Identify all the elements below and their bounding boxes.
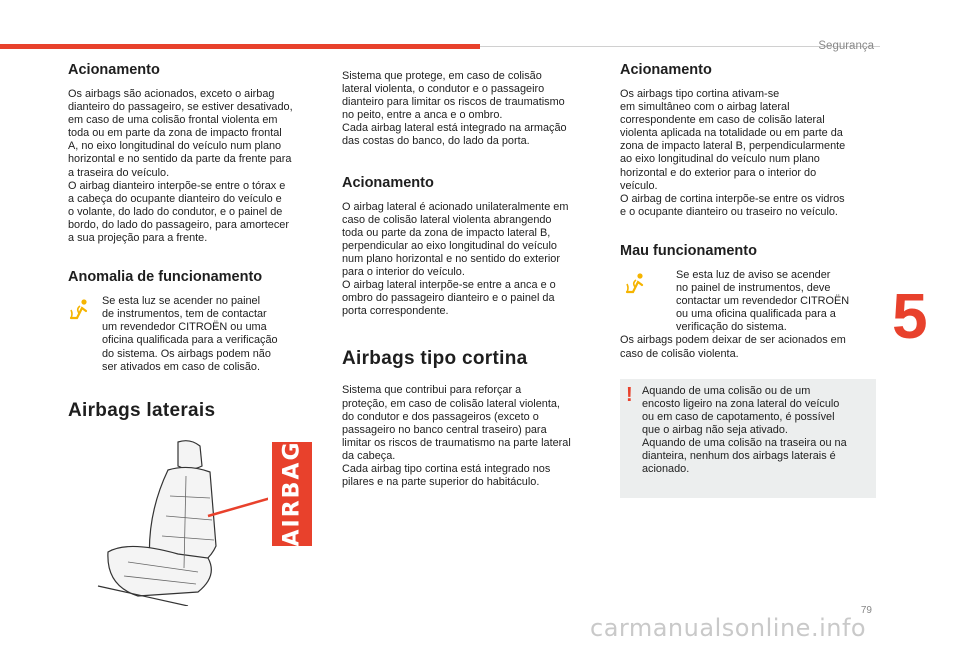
text-acionamento-cortina: Os airbags tipo cortina ativam-se em simultâneo com o airbag lateral correspondente em caso de colisão lateral violenta aplicada na totalidade ou em parte da zona de impacto lateral B, perpendicularmente ao eixo longitudinal do veículo num plano horizontal e do exterior para o interior do veículo. O airbag de cortina interpõe-se entre os vidros e o ocupante dianteiro ou traseiro no veículo.	[620, 88, 846, 218]
exclamation-icon: !	[626, 383, 633, 406]
heading-airbags-cortina: Airbags tipo cortina	[342, 348, 528, 370]
airbag-warning-light-icon	[624, 271, 648, 295]
seat-illustration	[68, 436, 324, 606]
airbag-tag: AIRBAG	[272, 442, 312, 546]
warning-anomalia	[68, 295, 324, 374]
column-1	[68, 62, 324, 606]
text-acionamento-lateral: O airbag lateral é acionado unilateralmente em caso de colisão lateral violenta abrangendo toda ou parte da zona de impacto lateral B, perpendicular ao eixo longitudinal do veículo num plano horizontal e no sentido do exterior para o interior do veículo. O airbag lateral interpõe-se entre a anca e o ombro do passageiro dianteiro e o painel da porta correspondente.	[342, 200, 569, 318]
chapter-number: 5	[892, 280, 928, 352]
watermark: carmanualsonline.info	[590, 614, 867, 642]
text-acionamento: Os airbags são acionados, exceto o airbag dianteiro do passageiro, se estiver desativado, em caso de uma colisão frontal violenta em toda ou em parte da zona de impacto frontal A, no eixo longitudinal do veículo num plano horizontal e no sentido da parte da frente para a traseira do veículo. O airbag dianteiro interpõe-se entre o tórax e a cabeça do ocupante dianteiro do veículo e o volante, do lado do condutor, e o painel de bordo, do lado do passageiro, para amortecer a sua projeção para a frente.	[68, 88, 293, 245]
heading-mau-funcionamento: Mau funcionamento	[620, 242, 757, 259]
heading-acionamento-lateral: Acionamento	[342, 174, 434, 191]
airbag-warning-light-icon	[68, 297, 92, 321]
warning-mau	[620, 269, 876, 334]
heading-acionamento-cortina: Acionamento	[620, 62, 712, 78]
text-laterais-intro: Sistema que protege, em caso de colisão lateral violenta, o condutor e o passageiro dianteiro para limitar os riscos de traumatismo no peito, entre a anca e o ombro. Cada airbag lateral está integrado na armação das costas do banco, do lado da porta.	[342, 70, 567, 148]
top-accent-bar	[0, 44, 480, 49]
car-seat-image	[68, 436, 268, 606]
heading-acionamento: Acionamento	[68, 62, 160, 78]
heading-anomalia: Anomalia de funcionamento	[68, 269, 263, 286]
alert-box	[620, 379, 876, 499]
text-anomalia: Se esta luz se acender no painel de instrumentos, tem de contactar um revendedor CITROËN ou uma oficina qualificada para a verificação do sistema. Os airbags podem não ser ativados em caso de colisão.	[102, 295, 278, 373]
column-2	[342, 70, 600, 489]
column-3	[620, 62, 876, 498]
text-cortina: Sistema que contribui para reforçar a proteção, em caso de colisão lateral violenta, do condutor e dos passageiros (exceto o passageiro no banco central traseiro) para limitar os riscos de traumatismo na parte lateral da cabeça. Cada airbag tipo cortina está integrado nos pilares e na parte superior do habitáculo.	[342, 384, 571, 489]
section-title: Segurança	[818, 40, 874, 52]
text-mau-warning: Se esta luz de aviso se acender no painel de instrumentos, deve contactar um revendedor CITROËN ou uma oficina qualificada para a verificação do sistema.	[676, 268, 850, 334]
text-mau-after: Os airbags podem deixar de ser acionados em caso de colisão violenta.	[620, 334, 846, 360]
page-number: 79	[860, 605, 872, 616]
text-alert: Aquando de uma colisão ou de um encosto ligeiro na zona lateral do veículo ou em caso de capotamento, é possível que o airbag não seja ativado. Aquando de uma colisão na traseira ou na dianteira, nenhum dos airbags laterais é acionado.	[642, 384, 847, 476]
heading-airbags-laterais: Airbags laterais	[68, 399, 216, 421]
